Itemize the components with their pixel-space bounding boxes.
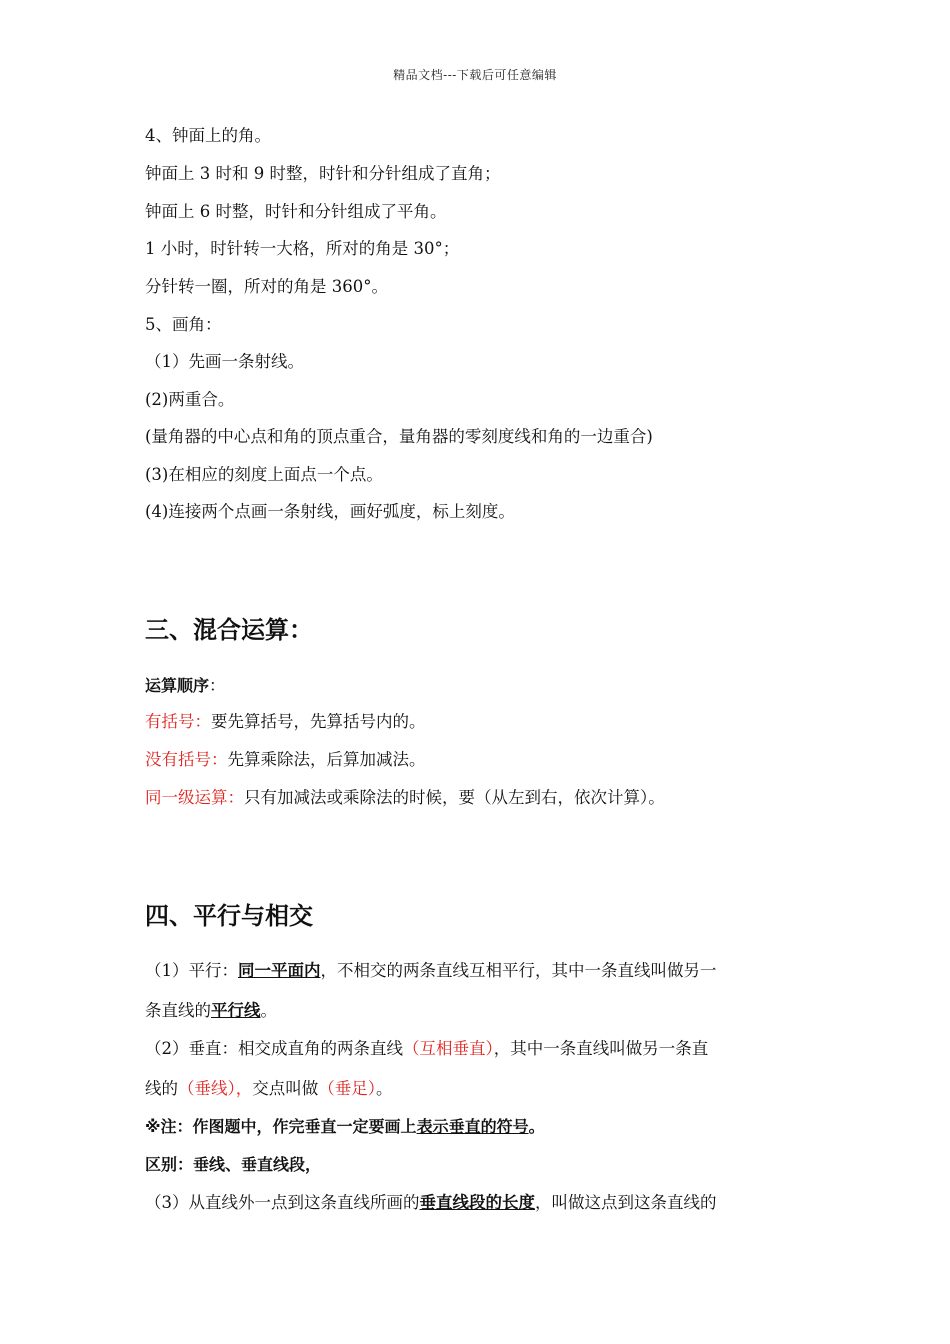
red-term: （互相垂直） (403, 1039, 494, 1058)
text-run: ，其中一条直线叫做另一条直 (493, 1039, 709, 1058)
draw-step-1: （1）先画一条射线。 (145, 352, 304, 371)
rule-parentheses (145, 712, 426, 732)
order-line (145, 676, 226, 696)
text-run: ，叫做这点到这条直线的 (535, 1193, 717, 1212)
text-run: （1）平行： (145, 961, 238, 980)
clock-line-4: 分针转一圈，所对的角是 360°。 (145, 277, 388, 296)
text-run: 线的 (145, 1079, 178, 1098)
text-run: （2）垂直：相交成直角的两条直线 (145, 1039, 403, 1058)
clock-line-1: 钟面上 3 时和 9 时整，时针和分针组成了直角； (145, 164, 501, 183)
draw-title: 5、画角： (145, 315, 222, 334)
red-term: （垂线）， (178, 1079, 253, 1098)
draw-step-2: (2)两重合。 (145, 390, 235, 409)
rule-text: 要先算括号，先算括号内的。 (211, 712, 426, 731)
underlined-term: 表示垂直的符号 (416, 1117, 529, 1136)
clock-line-2: 钟面上 6 时整，时针和分针组成了平角。 (145, 202, 447, 221)
difference-line: 区别：垂线、垂直线段， (145, 1155, 322, 1174)
parallel-line-1 (145, 961, 717, 981)
draw-step-3: (3)在相应的刻度上面点一个点。 (145, 465, 383, 484)
clock-line-3: 1 小时，时针转一大格，所对的角是 30°； (145, 239, 460, 258)
underlined-term: 垂直线段的长度 (419, 1193, 535, 1212)
text-run: 条直线的 (145, 1001, 211, 1020)
page-header: 精品文档---下载后可任意编辑 (393, 68, 557, 82)
section-heading-parallel: 四、平行与相交 (145, 902, 313, 930)
underlined-term: 平行线 (211, 1001, 261, 1020)
text-run: （3）从直线外一点到这条直线所画的 (145, 1193, 420, 1212)
rule-text: 先算乘除法，后算加减法。 (227, 750, 426, 769)
note-line (145, 1117, 545, 1137)
perpendicular-line-1 (145, 1039, 708, 1059)
text-run: 。 (260, 1001, 277, 1020)
draw-step-2-note: (量角器的中心点和角的顶点重合，量角器的零刻度线和角的一边重合) (145, 427, 653, 446)
draw-step-4: (4)连接两个点画一条射线，画好弧度，标上刻度。 (145, 502, 515, 521)
clock-title: 4、钟面上的角。 (145, 126, 271, 145)
order-label: 运算顺序 (145, 676, 210, 695)
rule-label: 同一级运算： (145, 788, 244, 807)
text-run: 交点叫做 (252, 1079, 319, 1098)
text-run: 。 (528, 1117, 545, 1136)
section-heading-mixed: 三、混合运算： (145, 616, 313, 644)
text-run: 。 (376, 1079, 393, 1098)
parallel-line-2 (145, 1001, 277, 1021)
text-run: ，不相交的两条直线互相平行，其中一条直线叫做另一 (320, 961, 717, 980)
order-colon: ： (209, 676, 226, 695)
rule-same-level (145, 788, 665, 808)
rule-text: 只有加减法或乘除法的时候，要（从左到右，依次计算）。 (244, 788, 665, 807)
text-run: ※注：作图题中，作完垂直一定要画上 (145, 1117, 417, 1136)
rule-label: 没有括号： (145, 750, 228, 769)
red-term: （垂足） (318, 1079, 376, 1098)
distance-line (145, 1193, 717, 1213)
perpendicular-line-2 (145, 1079, 393, 1099)
underlined-term: 同一平面内 (238, 961, 321, 980)
rule-label: 有括号： (145, 712, 211, 731)
rule-no-parentheses (145, 750, 426, 770)
